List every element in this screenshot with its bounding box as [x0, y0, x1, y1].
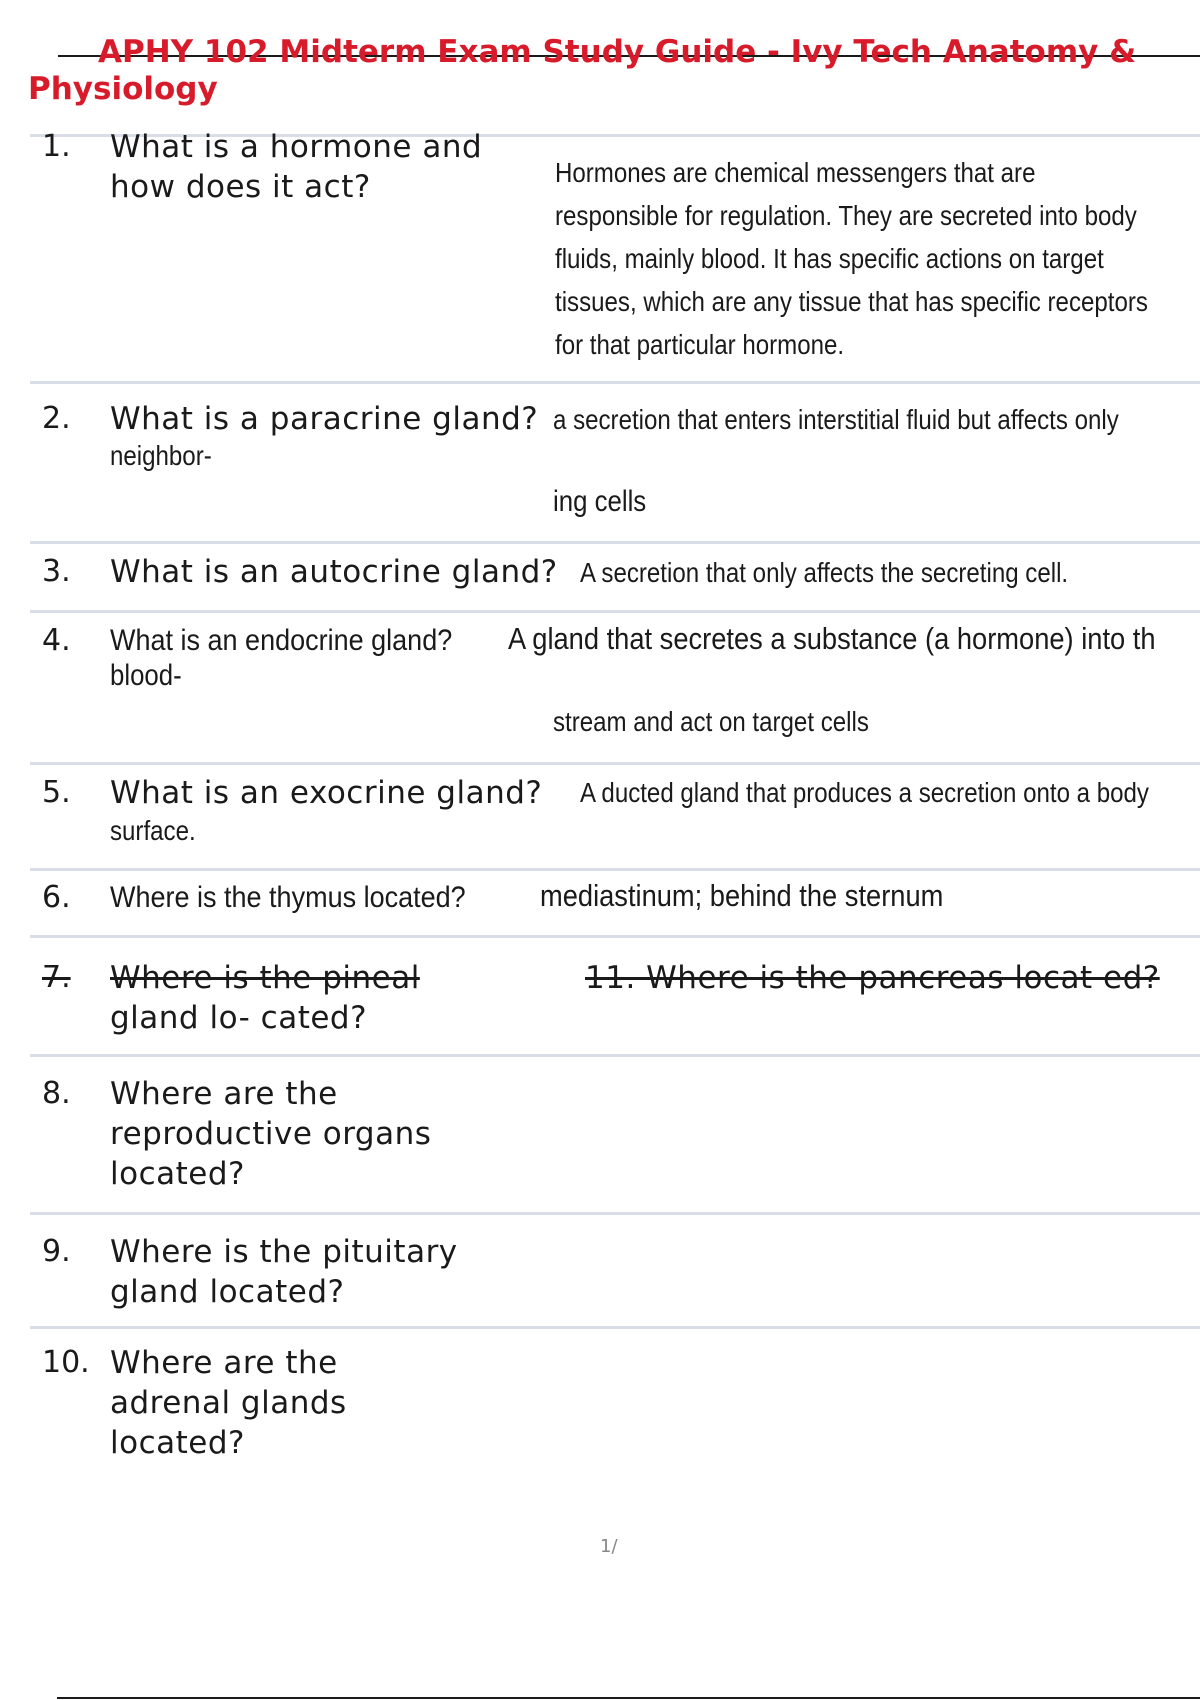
table-row: [30, 935, 1200, 1056]
answer-wrap-text: surface.: [110, 815, 196, 846]
item-number: 3.: [42, 554, 71, 589]
item-number: 5.: [42, 775, 71, 810]
table-row: [30, 381, 1200, 543]
table-row: [30, 1054, 1200, 1214]
item-number: 9.: [42, 1234, 71, 1269]
page-number: 1/: [600, 1536, 618, 1557]
answer-wrap-text: blood-: [110, 659, 182, 692]
item-number: 4.: [42, 623, 71, 658]
table-row: [30, 1212, 1200, 1328]
item-number: 6.: [42, 880, 71, 915]
question-text: What is an autocrine gland?: [110, 554, 558, 590]
question-text: Where are the adrenal glands located?: [110, 1345, 347, 1461]
answer-text: A secretion that only affects the secreting cell.: [580, 557, 1069, 588]
answer-wrap-text: neighbor-: [110, 440, 212, 471]
table-row: [30, 541, 1200, 612]
question-text: What is a paracrine gland?: [110, 401, 539, 437]
answer-text: a secretion that enters interstitial fluid but affects only: [553, 404, 1119, 435]
overlapping-question-11: 11. Where is the pancreas locat ed?: [585, 960, 1160, 996]
question-text: Where is the thymus located?: [110, 881, 466, 914]
table-row: [30, 762, 1200, 870]
footer-rule: [57, 1697, 1200, 1699]
table-row: [30, 129, 1200, 383]
item-number: 8.: [42, 1076, 71, 1111]
answer-continuation: stream and act on target cells: [553, 706, 869, 737]
item-number: 1.: [42, 129, 71, 164]
question-text: Where is the pituitary gland located?: [110, 1234, 458, 1310]
answer-text: A gland that secretes a substance (a hormone) into th: [508, 621, 1156, 656]
answer-continuation: ing cells: [553, 485, 647, 518]
question-text: What is an exocrine gland?: [110, 775, 543, 811]
question-text: What is an endocrine gland?: [110, 624, 453, 657]
answer-text: A ducted gland that produces a secretion onto a body: [580, 777, 1149, 808]
question-text: Where are the reproductive organs located?: [110, 1076, 432, 1192]
answer-text: mediastinum; behind the sternum: [540, 878, 944, 913]
item-number: 2.: [42, 401, 71, 436]
question-text: What is a hormone and how does it act?: [110, 129, 483, 205]
item-number: 10.: [42, 1345, 90, 1380]
table-row: [30, 610, 1200, 764]
document-title: APHY 102 Midterm Exam Study Guide - Ivy Tech Anatomy & Physiology: [28, 34, 1137, 107]
answer-text: Hormones are chemical messengers that are responsible for regulation. They are secreted into body fluids, mainly blood. It has specific actions on target tissues, which are any tissue that has specific receptors for that particular hormone.: [555, 157, 1148, 360]
table-row: [30, 1326, 1200, 1479]
question-text: Where is the pineal gland lo- cated?: [110, 960, 420, 1036]
item-number: 7.: [42, 960, 71, 995]
table-row: [30, 868, 1200, 937]
